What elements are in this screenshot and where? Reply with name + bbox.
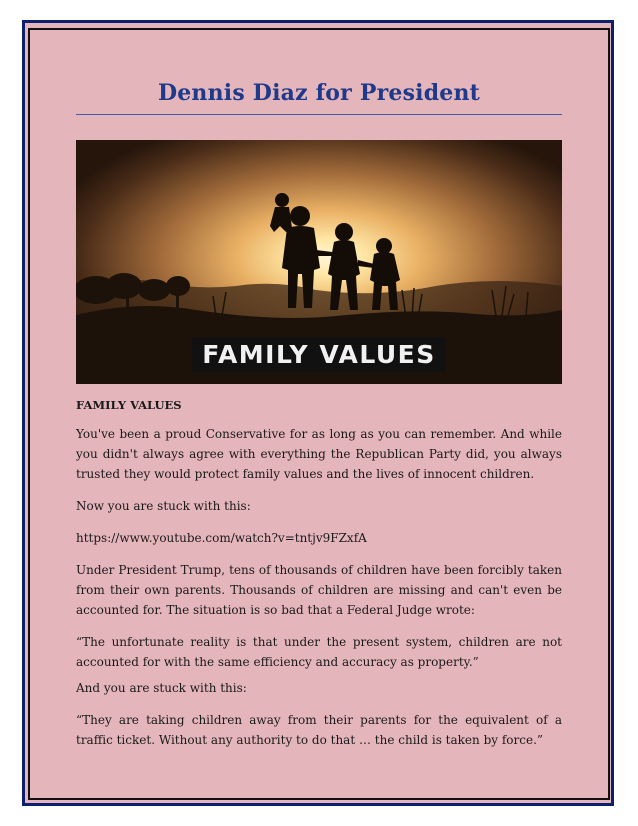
section-heading: FAMILY VALUES <box>76 398 182 412</box>
document-title: Dennis Diaz for President <box>76 80 562 115</box>
paragraph-traffic-quote: “They are taking children away from their parents for the equivalent of a traffic ticket. Without any authority to do that … the child is taken by force.” <box>76 713 562 747</box>
paragraph-trump: Under President Trump, tens of thousands of children have been forcibly taken from their own parents. Thousands of children are missing and can't even be accounted for. The situation is so bad that a Federal Judge wrote: <box>76 563 562 617</box>
paragraph-intro: You've been a proud Conservative for as long as you can remember. And while you didn't always agree with everything the Republican Party did, you always trusted they would protect family values and the lives of innocent children. <box>76 427 562 481</box>
hero-image-family-silhouette <box>76 140 562 384</box>
youtube-link[interactable]: https://www.youtube.com/watch?v=tntjv9FZxfA <box>76 531 367 545</box>
paragraph-stuck-2: And you are stuck with this: <box>76 681 247 695</box>
document-content <box>76 72 562 750</box>
hero-caption: FAMILY VALUES <box>192 337 446 372</box>
paragraph-judge-quote: “The unfortunate reality is that under the present system, children are not accounted for with the same efficiency and accuracy as property.” <box>76 635 562 669</box>
paragraph-stuck-1: Now you are stuck with this: <box>76 499 251 513</box>
body-text <box>76 424 562 750</box>
